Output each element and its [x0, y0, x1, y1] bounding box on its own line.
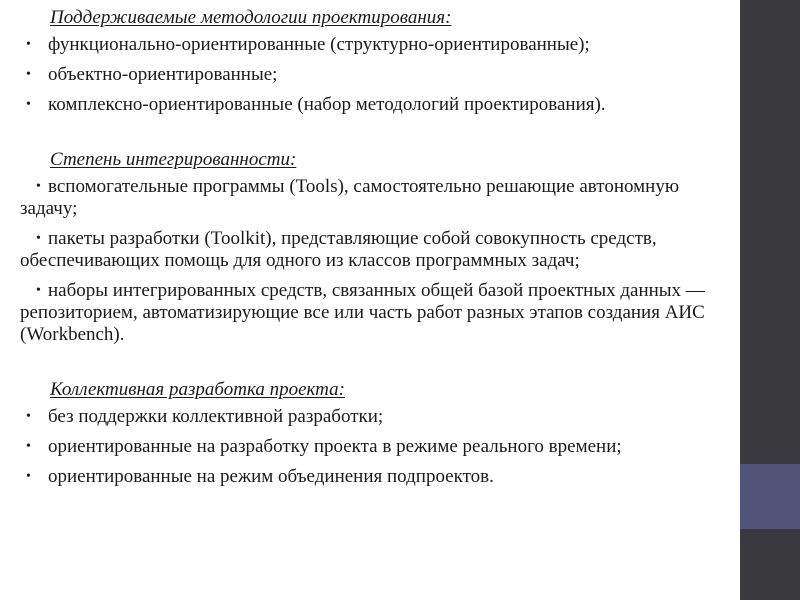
bullet-icon: • [26, 97, 31, 112]
section-methodologies [0, 6, 734, 116]
bullet-icon: • [26, 409, 31, 424]
section-collaboration [0, 378, 734, 488]
bullet-icon: • [36, 283, 41, 298]
list-item-text: функционально-ориентированные (структурно-ориентированные); [48, 34, 590, 55]
list-item [0, 466, 734, 488]
list-item [0, 94, 734, 116]
list-item [0, 436, 734, 458]
bullet-icon: • [36, 231, 41, 246]
slide-content [0, 6, 734, 496]
section-heading: Степень интегрированности: [50, 149, 297, 170]
list-item-text: объектно-ориентированные; [48, 64, 278, 85]
list-item [0, 64, 734, 86]
list-item-text: ориентированные на режим объединения подпроектов. [48, 466, 494, 487]
section-spacer [0, 354, 734, 378]
list-item-text: без поддержки коллективной разработки; [48, 406, 384, 427]
bullet-icon: • [36, 179, 41, 194]
section-heading: Коллективная разработка проекта: [50, 379, 345, 400]
section-heading: Поддерживаемые методологии проектирования: [50, 7, 452, 28]
list-item [0, 406, 734, 428]
side-accent-block [740, 464, 800, 529]
list-item-text: вспомогательные программы (Tools), самостоятельно решающие автономную задачу; [20, 176, 680, 219]
list-item-text: наборы интегрированных средств, связанных общей базой проектных данных — репозиторием, автоматизирующие все или часть работ разных этапов создания АИС (Workbench). [20, 280, 705, 345]
list-item [0, 280, 734, 346]
list-item-text: комплексно-ориентированные (набор методологий проектирования). [48, 94, 606, 115]
bullet-icon: • [26, 37, 31, 52]
section-spacer [0, 124, 734, 148]
bullet-icon: • [26, 67, 31, 82]
list-item [0, 34, 734, 56]
list-item [0, 228, 734, 272]
bullet-icon: • [26, 469, 31, 484]
list-item-text: пакеты разработки (Toolkit), представляющие собой совокупность средств, обеспечивающих помощь для одного из классов программных задач; [20, 228, 657, 271]
section-integration [0, 148, 734, 346]
list-item-text: ориентированные на разработку проекта в режиме реального времени; [48, 436, 622, 457]
bullet-icon: • [26, 439, 31, 454]
list-item [0, 176, 734, 220]
